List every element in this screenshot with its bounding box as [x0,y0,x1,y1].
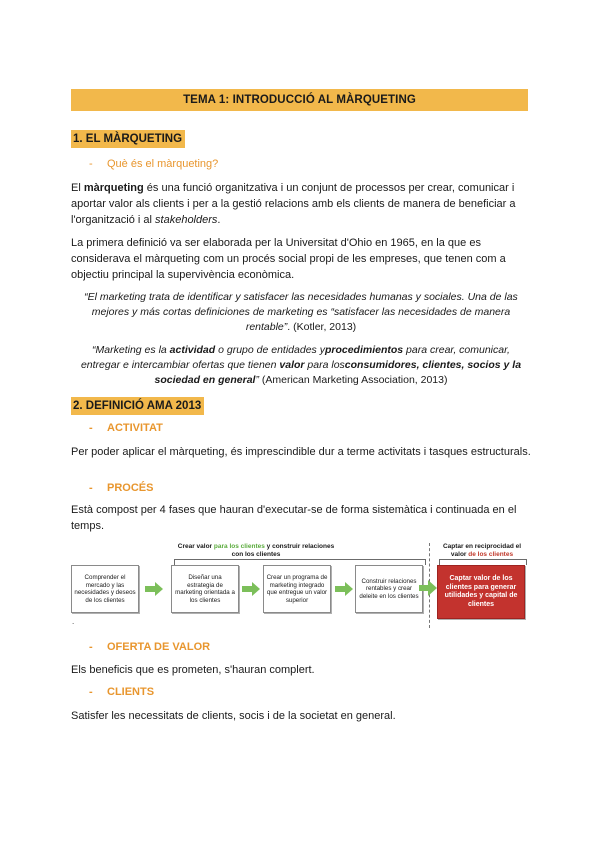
header-text: Captar en reciprocidad el valor [442,543,522,558]
arrow-right-icon [419,579,437,597]
paragraph-oferta: Els beneficis que es prometen, s'hauran complert. [71,664,315,676]
subheading-proces [89,481,153,495]
quote-text: para los [304,359,345,371]
quote-text: para crear, comunicar, entregar e intercambiar ofertas que tienen [80,344,510,371]
quote-text: “El marketing trata de identificar y satisfacer las necesidades humanas y sociales. Una de las mejores y más cortas definiciones de marketing es “satisfacer las necesidades de manera rentable” [84,291,518,333]
bullet-dash: - [89,641,93,653]
quote-bold: actividad [169,344,216,356]
header-highlight: de los clientes [468,551,514,558]
paragraph-history: La primera definició va ser elaborada per la Universitat d'Ohio en 1965, en la que es considerava el màrqueting com un procés social propi de les empreses, que tenen com a objectiu principal la supervivència econòmica. [71,237,506,281]
bullet-dash: - [89,158,93,170]
quote-citation: (American Marketing Association, 2013) [258,374,448,386]
bullet-dash: - [89,686,93,698]
subheading-clients [89,685,154,699]
document-title [71,89,528,111]
diagram-header-left [176,543,336,559]
bullet-dash: - [89,422,93,434]
subheading-what-is-marketing [89,157,218,171]
subheading-text: Què és el màrqueting? [107,158,219,170]
text-span: El [71,182,84,194]
subheading-text: OFERTA DE VALOR [107,641,211,653]
quote-ama [76,343,526,388]
process-step-5: Captar valor de los clientes para generar utilidades y capital de clientes [437,565,525,619]
document-title-text: TEMA 1: INTRODUCCIÓ AL MÀRQUETING [183,94,416,106]
process-step-4: Construir relaciones rentables y crear deleite en los clientes [355,565,423,613]
quote-bold: consumidores, clientes, socios y la sociedad en general [154,359,522,386]
quote-text: ” [255,374,259,386]
italic-term: stakeholders [155,214,218,226]
marketing-process-diagram [71,543,529,628]
header-highlight: para los clientes [213,543,265,550]
process-step-2: Diseñar una estrategia de marketing orientada a los clientes [171,565,239,613]
paragraph-activitat: Per poder aplicar el màrqueting, és imprescindible dur a terme activitats i tasques estructurals. [71,446,531,458]
quote-bold: procedimientos [324,344,404,356]
arrow-right-icon [242,582,260,596]
bullet-dash: - [89,482,93,494]
quote-bold: valor [279,359,305,371]
text-span: . [217,214,221,226]
quote-text: o grupo de entidades y [215,344,325,356]
header-text: Crear valor [177,543,214,550]
arrow-right-icon [335,582,353,596]
quote-kotler [76,290,526,335]
quote-citation: . (Kotler, 2013) [287,321,357,333]
header-text: y construir relaciones con los clientes [231,543,335,558]
bold-term: màrqueting [83,182,144,194]
subheading-text: ACTIVITAT [107,422,163,434]
subheading-text: PROCÉS [107,482,154,494]
paragraph-clients: Satisfer les necessitats de clients, socis i de la societat en general. [71,710,396,722]
arrow-right-icon [145,582,163,596]
subheading-oferta [89,640,210,654]
text-span: és una funció organitzativa i un conjunt de processos per crear, comunicar i aportar valor als clients i per a la gestió relacions amb els clients de manera de beneficiar a l'organització i al [71,182,516,226]
paragraph-definition [71,180,531,228]
subheading-text: CLIENTS [107,686,155,698]
section-heading-2: 2. DEFINICIÓ AMA 2013 [71,397,204,415]
diagram-header-right [435,543,529,559]
subheading-activitat [89,421,163,435]
process-step-3: Crear un programa de marketing integrado que entregue un valor superior [263,565,331,613]
process-step-1: Comprender el mercado y las necesidades y deseos de los clientes [71,565,139,613]
section-heading-1: 1. EL MÀRQUETING [71,130,185,148]
paragraph-proces: Està compost per 4 fases que hauran d'executar-se de forma sistemàtica i continuada en el temps. [71,504,517,532]
diagram-tick-mark: . [72,617,75,626]
quote-text: “Marketing es la [92,344,170,356]
